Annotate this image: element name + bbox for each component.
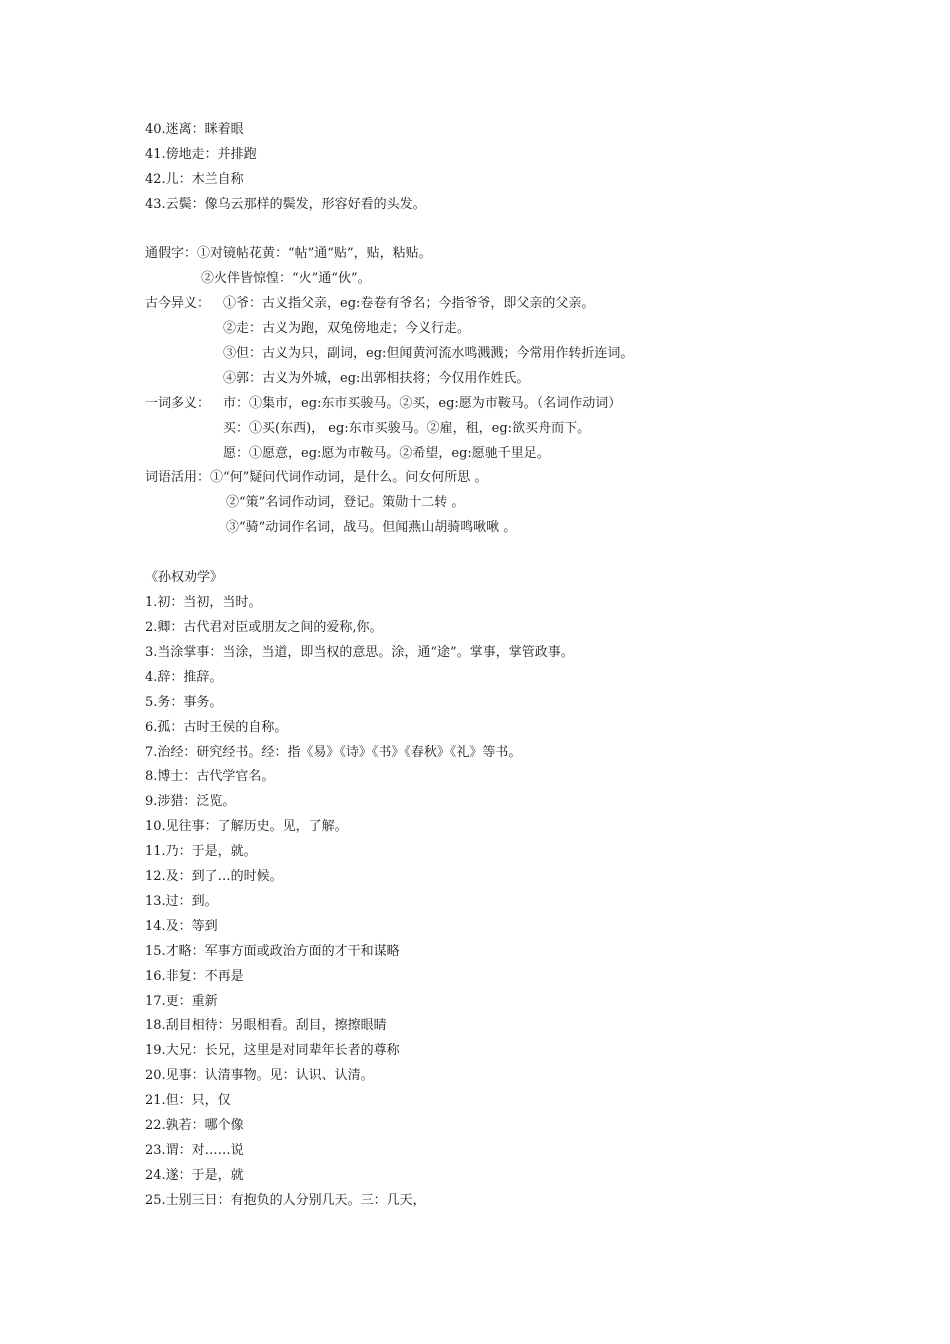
list-item: 1.初：当初，当时。 [145,595,262,610]
gujin-item: ③但：古义为只，副词，eg:但闻黄河流水鸣溅溅；今常用作转折连词。 [223,346,634,361]
list-item: 6.孤：古时王侯的自称。 [145,720,288,735]
yiciduoyi-label: 一词多义： [145,396,211,411]
list-item: 20.见事：认清事物。见：认识、认清。 [145,1068,374,1083]
yiciduoyi-item: 愿：①愿意，eg:愿为市鞍马。②希望，eg:愿驰千里足。 [223,446,550,461]
tongjiazi-item: ①对镜帖花黄：“帖”通“贴”，贴，粘贴。 [197,246,432,261]
list-item: 19.大兄：长兄，这里是对同辈年长者的尊称 [145,1043,400,1058]
list-item: 12.及：到了…的时候。 [145,869,283,884]
section-title: 《孙权劝学》 [145,570,224,585]
list-item: 10.见往事：了解历史。见，了解。 [145,819,348,834]
list-item: 4.辞：推辞。 [145,670,223,685]
list-item: 5.务：事务。 [145,695,223,710]
gujin-label: 古今异义： [145,296,211,311]
list-item: 41.傍地走：并排跑 [145,147,257,162]
huoyong-item: ②“策”名词作动词，登记。策勋十二转 。 [226,495,465,510]
gujin-item: ④郭：古义为外城，eg:出郭相扶将；今仅用作姓氏。 [223,371,530,386]
list-item: 24.遂：于是，就 [145,1168,244,1183]
list-item: 13.过：到。 [145,894,218,909]
yiciduoyi-row [145,394,621,414]
list-item: 17.更：重新 [145,994,218,1009]
yiciduoyi-item: 买：①买(东西)， eg:东市买骏马。②雇，租，eg:欲买舟而下。 [223,421,591,436]
list-item: 9.涉猎：泛览。 [145,794,236,809]
yiciduoyi-item: 市：①集市，eg:东市买骏马。②买，eg:愿为市鞍马。（名词作动词） [223,396,622,411]
list-item: 21.但：只，仅 [145,1093,231,1108]
gujin-item: ①爷：古义指父亲，eg:卷卷有爷名；今指爷爷，即父亲的父亲。 [223,296,595,311]
huoyong-label: 词语活用： [145,470,211,485]
gujin-item: ②走：古义为跑，双兔傍地走；今义行走。 [223,321,471,336]
tongjiazi-row [145,244,432,264]
list-item: 14.及：等到 [145,919,218,934]
gujin-row [145,294,594,314]
huoyong-item: ③“骑”动词作名词，战马。但闻燕山胡骑鸣啾啾 。 [226,520,517,535]
list-item: 42.儿：木兰自称 [145,172,244,187]
list-item: 7.治经：研究经书。经：指《易》《诗》《书》《春秋》《礼》等书。 [145,745,522,760]
list-item: 25.士别三日：有抱负的人分别几天。三：几天， [145,1193,426,1208]
tongjiazi-item: ②火伴皆惊惶：“火”通“伙”。 [201,271,371,286]
list-item: 22.孰若：哪个像 [145,1118,244,1133]
list-item: 3.当涂掌事：当涂，当道，即当权的意思。涂，通“途”。掌事，掌管政事。 [145,645,574,660]
list-item: 40.迷离：眯着眼 [145,122,244,137]
huoyong-item: ①“何”疑问代词作动词，是什么。问女何所思 。 [210,470,488,485]
huoyong-row [145,468,487,488]
list-item: 16.非复：不再是 [145,969,244,984]
list-item: 18.刮目相待：另眼相看。刮目，擦擦眼睛 [145,1018,387,1033]
list-item: 23.谓：对……说 [145,1143,244,1158]
list-item: 2.卿：古代君对臣或朋友之间的爱称,你。 [145,620,383,635]
list-item: 15.才略：军事方面或政治方面的才干和谋略 [145,944,400,959]
list-item: 11.乃：于是，就。 [145,844,257,859]
tongjiazi-label: 通假字： [145,246,198,261]
list-item: 8.博士：古代学官名。 [145,769,275,784]
list-item: 43.云鬓：像乌云那样的鬓发，形容好看的头发。 [145,197,426,212]
